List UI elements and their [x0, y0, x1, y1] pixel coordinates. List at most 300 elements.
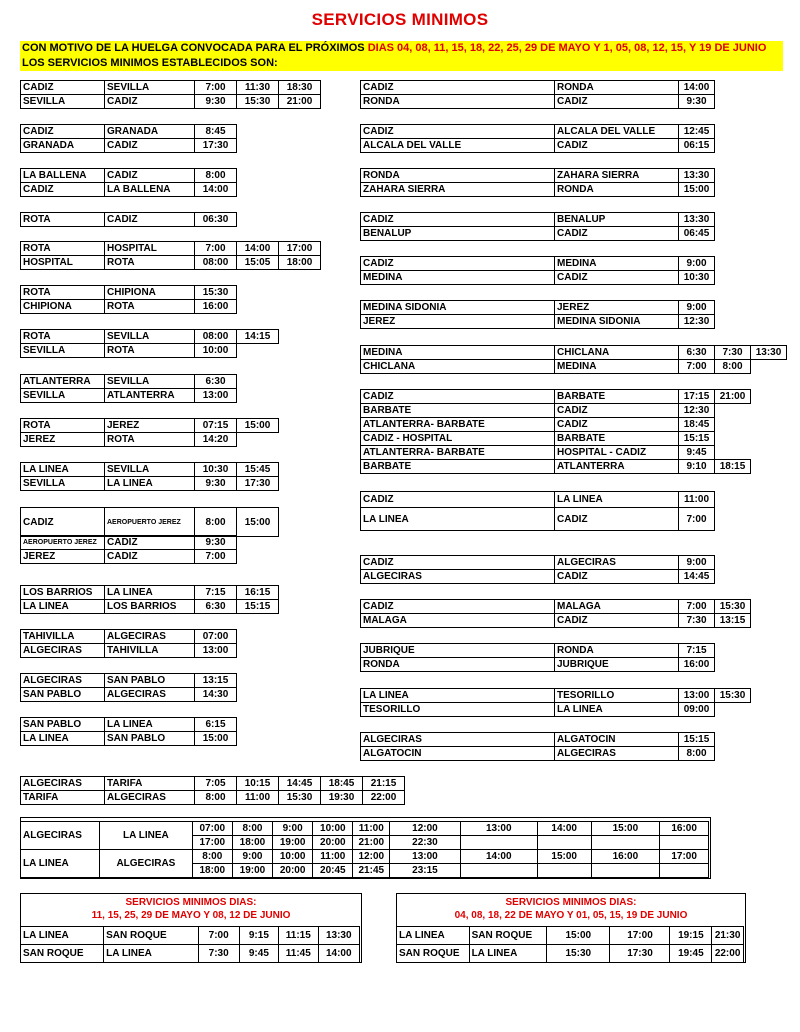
special-days-box-2: [396, 893, 746, 963]
origin-cell: CADIZ: [361, 257, 555, 271]
time-cell: 10:00: [273, 850, 313, 864]
destination-cell: ROTA: [105, 344, 195, 358]
origin-cell: ROTA: [21, 242, 105, 256]
origin-cell: BENALUP: [361, 227, 555, 241]
destination-cell: ROTA: [105, 256, 195, 270]
time-cell: 9:00: [679, 257, 715, 271]
time-cell: 18:00: [279, 256, 321, 270]
route-row: [21, 945, 360, 963]
destination-cell: TARIFA: [105, 777, 195, 791]
route-row: [361, 689, 751, 703]
time-cell: 19:30: [321, 791, 363, 805]
time-cell: 7:00: [679, 600, 715, 614]
route-row: [21, 732, 237, 746]
time-cell: 17:30: [195, 139, 237, 153]
time-cell: 10:30: [679, 271, 715, 285]
route-row: [21, 256, 321, 270]
destination-cell: SAN ROQUE: [104, 927, 199, 945]
route-row: [21, 927, 360, 945]
box2-title: SERVICIOS MINIMOS DIAS: 04, 08, 18, 22 DE MAYO Y 01, 05, 15, 19 DE JUNIO: [454, 897, 688, 921]
route-row: [361, 169, 715, 183]
origin-cell: CADIZ: [21, 81, 105, 95]
destination-cell: LA LINEA: [105, 477, 195, 491]
origin-cell: ROTA: [21, 286, 105, 300]
destination-cell: MEDINA: [555, 360, 679, 374]
time-cell: 20:00: [273, 864, 313, 878]
left-route-table: [20, 124, 237, 153]
algeciras-la-linea-schedule: [20, 817, 711, 879]
origin-cell: ALGECIRAS: [361, 570, 555, 584]
origin-cell: ROTA: [21, 419, 105, 433]
time-cell: 21:00: [353, 836, 390, 850]
time-cell: 8:00: [195, 508, 237, 537]
time-cell: 06:15: [679, 139, 715, 153]
origin-cell: BARBATE: [361, 460, 555, 474]
origin-cell: TAHIVILLA: [21, 630, 105, 644]
time-cell: 12:45: [679, 125, 715, 139]
left-route-table: [20, 418, 279, 447]
time-cell: 9:00: [679, 301, 715, 315]
time-cell: 21:00: [715, 390, 751, 404]
route-row: [21, 125, 237, 139]
destination-cell: ALGATOCIN: [555, 733, 679, 747]
destination-cell: HOSPITAL: [105, 242, 195, 256]
origin-cell: ATLANTERRA- BARBATE: [361, 418, 555, 432]
time-cell: 11:15: [279, 927, 319, 945]
time-cell: [591, 836, 660, 850]
time-cell: 10:15: [237, 777, 279, 791]
origin-cell: LA LINEA: [21, 927, 104, 945]
time-cell: 15:30: [279, 791, 321, 805]
left-route-table: [20, 776, 405, 805]
route-row: [361, 492, 715, 508]
left-route-table: [20, 629, 237, 658]
time-cell: 14:00: [537, 822, 591, 836]
origin-cell: ZAHARA SIERRA: [361, 183, 555, 197]
destination-cell: SEVILLA: [105, 463, 195, 477]
time-cell: 13:00: [195, 644, 237, 658]
time-cell: 18:45: [679, 418, 715, 432]
destination-cell: MEDINA SIDONIA: [555, 315, 679, 329]
right-route-table: [360, 300, 715, 329]
time-cell: 13:30: [318, 927, 359, 945]
destination-cell: CADIZ: [105, 213, 195, 227]
time-cell: [591, 864, 660, 878]
origin-cell: LA LINEA: [21, 463, 105, 477]
origin-cell: JUBRIQUE: [361, 644, 555, 658]
origin-cell: ALGECIRAS: [21, 644, 105, 658]
route-row: [397, 927, 744, 945]
route-row: [361, 460, 751, 474]
time-cell: 16:00: [591, 850, 660, 864]
origin-cell: SEVILLA: [21, 95, 105, 109]
time-cell: 22:00: [712, 945, 744, 963]
left-route-table: [20, 374, 237, 403]
schedule-row: [21, 822, 709, 836]
time-cell: 15:00: [237, 508, 279, 537]
time-cell: 7:00: [195, 550, 237, 564]
time-cell: 7:00: [195, 81, 237, 95]
origin-cell: LOS BARRIOS: [21, 586, 105, 600]
time-cell: 14:00: [195, 183, 237, 197]
time-cell: 21:45: [353, 864, 390, 878]
origin-cell: LA LINEA: [361, 689, 555, 703]
time-cell: 16:00: [679, 658, 715, 672]
time-cell: 17:00: [610, 927, 670, 945]
time-cell: 7:30: [679, 614, 715, 628]
time-cell: 20:00: [313, 836, 353, 850]
route-row: [21, 95, 321, 109]
destination-cell: CHIPIONA: [105, 286, 195, 300]
destination-cell: CADIZ: [105, 169, 195, 183]
route-row: [21, 419, 279, 433]
time-cell: 12:30: [679, 315, 715, 329]
destination-cell: JUBRIQUE: [555, 658, 679, 672]
route-row: [361, 747, 715, 761]
time-cell: 10:00: [195, 344, 237, 358]
time-cell: [460, 836, 537, 850]
page-title: SERVICIOS MINIMOS: [311, 10, 489, 29]
destination-cell: HOSPITAL - CADIZ: [555, 446, 679, 460]
route-row: [361, 570, 715, 584]
origin-cell: SAN PABLO: [21, 718, 105, 732]
origin-cell: CHICLANA: [361, 360, 555, 374]
destination-cell: LA LINEA: [100, 822, 193, 850]
time-cell: 15:30: [715, 689, 751, 703]
time-cell: 6:30: [195, 600, 237, 614]
origin-cell: CADIZ - HOSPITAL: [361, 432, 555, 446]
route-row: [21, 183, 237, 197]
destination-cell: CADIZ: [555, 508, 679, 531]
time-cell: 23:15: [390, 864, 460, 878]
route-row: [361, 556, 715, 570]
route-row: [361, 614, 751, 628]
time-cell: 17:15: [679, 390, 715, 404]
route-row: [361, 125, 715, 139]
time-cell: 19:45: [670, 945, 712, 963]
route-row: [361, 404, 751, 418]
origin-cell: LA LINEA: [21, 732, 105, 746]
time-cell: 21:00: [279, 95, 321, 109]
origin-cell: SAN ROQUE: [21, 945, 104, 963]
time-cell: 14:45: [279, 777, 321, 791]
left-route-table: [20, 212, 237, 227]
route-row: [21, 81, 321, 95]
time-cell: 17:00: [279, 242, 321, 256]
destination-cell: CADIZ: [555, 614, 679, 628]
destination-cell: CADIZ: [105, 139, 195, 153]
time-cell: 15:00: [237, 419, 279, 433]
origin-cell: ALGECIRAS: [21, 777, 105, 791]
destination-cell: ATLANTERRA: [555, 460, 679, 474]
time-cell: 11:30: [237, 81, 279, 95]
route-row: [21, 536, 237, 550]
route-row: [21, 644, 237, 658]
strike-notice: CON MOTIVO DE LA HUELGA CONVOCADA PARA EL PRÓXIMOS DIAS 04, 08, 11, 15, 18, 22, 25, 29 DE MAYO Y 1, 05, 08, 12, 15, Y 19 DE JUNIO LOS SERVICIOS MINIMOS ESTABLECIDOS SON:: [20, 41, 783, 71]
origin-cell: BARBATE: [361, 404, 555, 418]
origin-cell: CADIZ: [361, 556, 555, 570]
time-cell: 07:00: [192, 822, 232, 836]
destination-cell: SEVILLA: [105, 81, 195, 95]
origin-cell: ROTA: [21, 213, 105, 227]
route-row: [21, 242, 321, 256]
destination-cell: ZAHARA SIERRA: [555, 169, 679, 183]
destination-cell: LA LINEA: [555, 492, 679, 508]
destination-cell: SAN ROQUE: [469, 927, 547, 945]
left-route-table: [20, 168, 237, 197]
left-route-table: [20, 329, 279, 358]
time-cell: 11:00: [353, 822, 390, 836]
destination-cell: BARBATE: [555, 432, 679, 446]
origin-cell: LA BALLENA: [21, 169, 105, 183]
time-cell: 13:00: [390, 850, 460, 864]
destination-cell: CADIZ: [105, 95, 195, 109]
route-row: [361, 360, 787, 374]
time-cell: 14:00: [460, 850, 537, 864]
time-cell: 15:30: [715, 600, 751, 614]
destination-cell: ROTA: [105, 433, 195, 447]
time-cell: 13:15: [715, 614, 751, 628]
origin-cell: HOSPITAL: [21, 256, 105, 270]
time-cell: 15:00: [537, 850, 591, 864]
route-row: [21, 463, 279, 477]
time-cell: 14:30: [195, 688, 237, 702]
route-row: [361, 644, 715, 658]
time-cell: 15:15: [679, 733, 715, 747]
time-cell: 13:00: [679, 689, 715, 703]
time-cell: 9:00: [232, 850, 272, 864]
time-cell: 11:00: [237, 791, 279, 805]
right-route-table: [360, 643, 715, 672]
right-route-table: [360, 256, 715, 285]
origin-cell: SAN ROQUE: [397, 945, 470, 963]
destination-cell: MEDINA: [555, 257, 679, 271]
time-cell: 11:00: [313, 850, 353, 864]
origin-cell: CADIZ: [361, 390, 555, 404]
time-cell: 9:30: [195, 95, 237, 109]
time-cell: 15:45: [237, 463, 279, 477]
right-route-table: [360, 80, 715, 109]
time-cell: 8:00: [679, 747, 715, 761]
route-row: [361, 301, 715, 315]
box1-title: SERVICIOS MINIMOS DIAS: 11, 15, 25, 29 DE MAYO Y 08, 12 DE JUNIO: [91, 897, 291, 921]
destination-cell: BENALUP: [555, 213, 679, 227]
time-cell: 9:30: [195, 536, 237, 550]
route-row: [361, 183, 715, 197]
route-row: [361, 600, 751, 614]
time-cell: 7:30: [715, 346, 751, 360]
right-route-table: [360, 688, 751, 717]
time-cell: 8:00: [232, 822, 272, 836]
time-cell: 14:15: [237, 330, 279, 344]
time-cell: 07:00: [195, 630, 237, 644]
left-route-table: [20, 535, 237, 564]
destination-cell: CADIZ: [105, 536, 195, 550]
time-cell: 15:30: [547, 945, 610, 963]
right-route-table: [360, 389, 751, 474]
route-row: [21, 777, 405, 791]
time-cell: 18:30: [279, 81, 321, 95]
route-row: [361, 95, 715, 109]
origin-cell: CHIPIONA: [21, 300, 105, 314]
destination-cell: ALGECIRAS: [100, 850, 193, 878]
time-cell: 8:00: [715, 360, 751, 374]
time-cell: 9:15: [239, 927, 278, 945]
route-row: [21, 286, 237, 300]
origin-cell: AEROPUERTO JEREZ: [21, 536, 105, 550]
destination-cell: CADIZ: [555, 227, 679, 241]
destination-cell: SAN PABLO: [105, 732, 195, 746]
route-row: [21, 433, 279, 447]
route-row: [361, 315, 715, 329]
time-cell: 7:00: [198, 927, 239, 945]
time-cell: 12:00: [353, 850, 390, 864]
time-cell: 13:30: [679, 169, 715, 183]
time-cell: 7:00: [679, 508, 715, 531]
destination-cell: MALAGA: [555, 600, 679, 614]
time-cell: 19:00: [232, 864, 272, 878]
destination-cell: ROTA: [105, 300, 195, 314]
time-cell: 7:15: [679, 644, 715, 658]
time-cell: 08:00: [195, 256, 237, 270]
destination-cell: SEVILLA: [105, 375, 195, 389]
time-cell: 14:00: [237, 242, 279, 256]
origin-cell: CADIZ: [21, 508, 105, 537]
time-cell: 06:45: [679, 227, 715, 241]
route-row: [21, 586, 279, 600]
origin-cell: SEVILLA: [21, 389, 105, 403]
origin-cell: CADIZ: [21, 183, 105, 197]
left-route-table: [20, 673, 237, 702]
destination-cell: CADIZ: [555, 570, 679, 584]
origin-cell: SAN PABLO: [21, 688, 105, 702]
origin-cell: ALGECIRAS: [21, 822, 100, 850]
route-row: [21, 718, 237, 732]
destination-cell: CHICLANA: [555, 346, 679, 360]
route-row: [21, 344, 279, 358]
time-cell: 12:30: [679, 404, 715, 418]
origin-cell: CADIZ: [361, 213, 555, 227]
origin-cell: CADIZ: [21, 125, 105, 139]
route-row: [361, 227, 715, 241]
time-cell: 21:15: [363, 777, 405, 791]
time-cell: 06:30: [195, 213, 237, 227]
right-route-table: [360, 345, 787, 374]
origin-cell: GRANADA: [21, 139, 105, 153]
time-cell: 16:00: [195, 300, 237, 314]
time-cell: 07:15: [195, 419, 237, 433]
time-cell: 10:30: [195, 463, 237, 477]
time-cell: 19:00: [273, 836, 313, 850]
time-cell: 15:15: [237, 600, 279, 614]
time-cell: 15:05: [237, 256, 279, 270]
left-route-table: [20, 241, 321, 270]
left-route-table: [20, 462, 279, 491]
time-cell: 20:45: [313, 864, 353, 878]
route-row: [361, 81, 715, 95]
destination-cell: AEROPUERTO JEREZ: [105, 508, 195, 537]
time-cell: 9:45: [239, 945, 278, 963]
destination-cell: LA BALLENA: [105, 183, 195, 197]
destination-cell: ALGECIRAS: [555, 747, 679, 761]
right-route-table: [360, 212, 715, 241]
right-route-table: [360, 491, 715, 531]
route-row: [21, 508, 279, 537]
time-cell: 14:45: [679, 570, 715, 584]
destination-cell: LA LINEA: [104, 945, 199, 963]
time-cell: 8:00: [195, 169, 237, 183]
time-cell: 15:00: [591, 822, 660, 836]
time-cell: 22:30: [390, 836, 460, 850]
time-cell: 19:15: [670, 927, 712, 945]
destination-cell: BARBATE: [555, 390, 679, 404]
right-route-table: [360, 555, 715, 584]
time-cell: 9:00: [679, 556, 715, 570]
time-cell: 12:00: [390, 822, 460, 836]
time-cell: 09:00: [679, 703, 715, 717]
origin-cell: ALGECIRAS: [21, 674, 105, 688]
time-cell: 9:30: [195, 477, 237, 491]
right-route-table: [360, 124, 715, 153]
destination-cell: ALGECIRAS: [105, 630, 195, 644]
route-row: [361, 271, 715, 285]
time-cell: [537, 864, 591, 878]
route-row: [21, 674, 237, 688]
destination-cell: RONDA: [555, 183, 679, 197]
route-row: [21, 389, 237, 403]
time-cell: 14:00: [318, 945, 359, 963]
time-cell: 13:00: [195, 389, 237, 403]
origin-cell: ALGATOCIN: [361, 747, 555, 761]
time-cell: 9:30: [679, 95, 715, 109]
route-row: [361, 658, 715, 672]
origin-cell: SEVILLA: [21, 477, 105, 491]
left-route-table: [20, 585, 279, 614]
time-cell: 13:00: [460, 822, 537, 836]
origin-cell: ATLANTERRA- BARBATE: [361, 446, 555, 460]
time-cell: 17:00: [192, 836, 232, 850]
route-row: [21, 477, 279, 491]
route-row: [21, 213, 237, 227]
destination-cell: RONDA: [555, 644, 679, 658]
route-row: [361, 418, 751, 432]
time-cell: [660, 864, 709, 878]
strike-dates: DIAS 04, 08, 11, 15, 18, 22, 25, 29 DE MAYO Y 1, 05, 08, 12, 15, Y 19 DE JUNIO: [367, 42, 767, 54]
time-cell: 7:30: [198, 945, 239, 963]
time-cell: 18:45: [321, 777, 363, 791]
destination-cell: ALGECIRAS: [555, 556, 679, 570]
route-row: [361, 139, 715, 153]
route-row: [361, 213, 715, 227]
time-cell: 11:00: [679, 492, 715, 508]
destination-cell: CADIZ: [555, 95, 679, 109]
route-row: [21, 169, 237, 183]
time-cell: 8:00: [192, 850, 232, 864]
time-cell: 8:45: [195, 125, 237, 139]
time-cell: 15:30: [195, 286, 237, 300]
origin-cell: CADIZ: [361, 492, 555, 508]
time-cell: 7:00: [679, 360, 715, 374]
destination-cell: JEREZ: [105, 419, 195, 433]
destination-cell: ALGECIRAS: [105, 688, 195, 702]
time-cell: 14:20: [195, 433, 237, 447]
route-row: [21, 300, 237, 314]
destination-cell: RONDA: [555, 81, 679, 95]
route-row: [361, 508, 715, 531]
destination-cell: CADIZ: [555, 404, 679, 418]
destination-cell: CADIZ: [555, 271, 679, 285]
destination-cell: TAHIVILLA: [105, 644, 195, 658]
